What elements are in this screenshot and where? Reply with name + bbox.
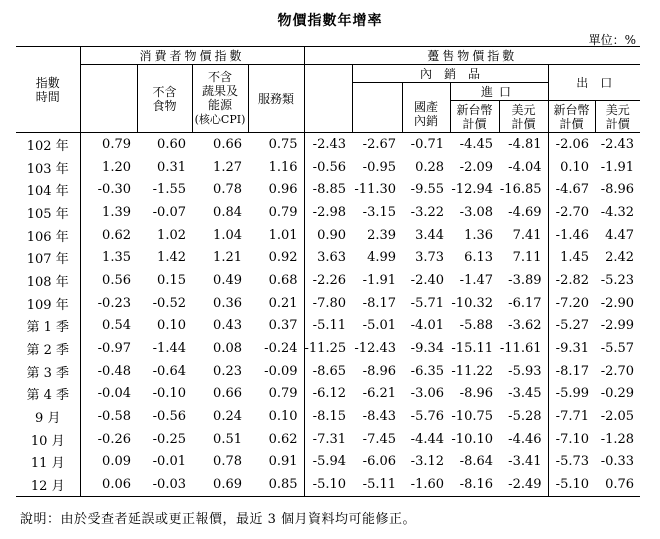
table-row bbox=[16, 315, 640, 338]
table-cell: -15.11 bbox=[451, 341, 494, 357]
table-cell: -4.01 bbox=[410, 318, 445, 334]
exports-usd-header: 美元 計價 bbox=[605, 102, 630, 131]
table-cell: 0.49 bbox=[213, 272, 242, 288]
table-cell: -1.46 bbox=[555, 227, 590, 243]
table-cell: 3.73 bbox=[415, 250, 445, 266]
table-cell: -0.10 bbox=[152, 386, 186, 402]
table-cell: -8.64 bbox=[459, 454, 494, 470]
table-cell: -4.81 bbox=[499, 133, 548, 156]
table-cell: 0.06 bbox=[80, 473, 137, 496]
row-label: 第 1 季 bbox=[16, 315, 80, 338]
table-row bbox=[16, 178, 640, 201]
table-cell: -6.06 bbox=[362, 454, 397, 470]
table-cell: -0.56 bbox=[152, 409, 186, 425]
table-row bbox=[16, 224, 640, 247]
table-cell: 0.10 bbox=[157, 318, 186, 334]
table-cell: 0.23 bbox=[213, 363, 242, 379]
table-row bbox=[16, 383, 640, 406]
table-cell: 0.56 bbox=[102, 272, 131, 288]
table-cell: 1.20 bbox=[102, 159, 131, 175]
table-cell: -1.60 bbox=[402, 473, 450, 496]
table-cell: -5.88 bbox=[459, 318, 494, 334]
table-cell: -12.94 bbox=[451, 182, 494, 198]
table-cell: 0.28 bbox=[415, 159, 445, 175]
table-cell: -8.43 bbox=[362, 409, 397, 425]
table-cell: -0.29 bbox=[600, 386, 635, 402]
domestic-sales-header: 內 銷 品 bbox=[352, 65, 548, 83]
table-cell: -5.27 bbox=[555, 318, 590, 334]
table-cell: -0.58 bbox=[97, 409, 131, 425]
table-cell: 0.96 bbox=[248, 178, 304, 201]
table-cell: -1.91 bbox=[600, 159, 635, 175]
table-cell: 0.66 bbox=[213, 386, 242, 402]
table-cell: -8.65 bbox=[304, 360, 352, 383]
table-cell: -2.49 bbox=[499, 473, 548, 496]
cpi-core-header: 不含 蔬果及 能源 (核心CPI) bbox=[192, 65, 248, 133]
table-cell: -5.76 bbox=[410, 409, 445, 425]
table-cell: -3.22 bbox=[410, 204, 445, 220]
row-label: 105 年 bbox=[16, 201, 80, 224]
table-cell: -6.12 bbox=[304, 383, 352, 406]
table-cell: -4.32 bbox=[600, 204, 635, 220]
table-cell: 0.66 bbox=[192, 133, 248, 156]
table-cell: -10.75 bbox=[451, 409, 494, 425]
table-row bbox=[16, 428, 640, 451]
row-label: 10 月 bbox=[16, 428, 80, 451]
wpi-group-header: 躉售物價指數 bbox=[304, 47, 640, 65]
table-cell: 0.31 bbox=[157, 159, 186, 175]
table-cell: 3.44 bbox=[415, 227, 445, 243]
table-cell: 1.04 bbox=[213, 227, 242, 243]
table-cell: 0.91 bbox=[248, 451, 304, 474]
table-row bbox=[16, 292, 640, 315]
table-body bbox=[16, 133, 640, 497]
table-row bbox=[16, 405, 640, 428]
table-cell: 0.62 bbox=[248, 428, 304, 451]
table-cell: 0.60 bbox=[137, 133, 192, 156]
table-cell: 2.39 bbox=[367, 227, 397, 243]
table-cell: 0.85 bbox=[248, 473, 304, 496]
table-cell: -2.05 bbox=[600, 409, 635, 425]
table-cell: 1.42 bbox=[157, 250, 186, 266]
page-title: 物價指數年增率 bbox=[277, 13, 383, 29]
table-cell: 0.37 bbox=[248, 315, 304, 338]
table-cell: -8.96 bbox=[600, 182, 635, 198]
table-cell: 1.02 bbox=[157, 227, 186, 243]
table-cell: -5.23 bbox=[600, 272, 635, 288]
imports-twd-header: 新台幣 計價 bbox=[450, 101, 499, 133]
table-cell: 0.69 bbox=[192, 473, 248, 496]
table-cell: -3.89 bbox=[499, 269, 548, 292]
table-cell: -5.28 bbox=[499, 405, 548, 428]
table-cell: -2.98 bbox=[304, 201, 352, 224]
table-cell: 1.39 bbox=[102, 204, 131, 220]
row-label-header: 指數 時間 bbox=[16, 47, 80, 133]
table-cell: -9.31 bbox=[555, 341, 590, 357]
table-row bbox=[16, 337, 640, 360]
table-cell: -0.03 bbox=[137, 473, 192, 496]
table-cell: -5.11 bbox=[304, 315, 352, 338]
table-cell: 0.10 bbox=[248, 405, 304, 428]
table-cell: -8.85 bbox=[304, 178, 352, 201]
table-cell: 4.99 bbox=[367, 250, 397, 266]
table-cell: -11.22 bbox=[451, 363, 494, 379]
table-cell: 1.01 bbox=[248, 224, 304, 247]
table-cell: 1.45 bbox=[560, 250, 590, 266]
table-cell: -0.30 bbox=[97, 182, 131, 198]
table-cell: -16.85 bbox=[499, 178, 548, 201]
table-cell: -8.15 bbox=[304, 405, 352, 428]
table-cell: -10.32 bbox=[451, 295, 494, 311]
table-cell: -7.71 bbox=[555, 409, 590, 425]
table-cell: 0.21 bbox=[248, 292, 304, 315]
cpi-excl-food-header: 不含 食物 bbox=[137, 65, 192, 133]
row-label: 第 4 季 bbox=[16, 383, 80, 406]
table-cell: 0.79 bbox=[248, 201, 304, 224]
row-label: 11 月 bbox=[16, 451, 80, 474]
table-cell: -7.45 bbox=[362, 431, 397, 447]
table-cell: 1.27 bbox=[213, 159, 242, 175]
table-cell: -3.62 bbox=[499, 315, 548, 338]
row-label: 第 3 季 bbox=[16, 360, 80, 383]
table-cell: -2.06 bbox=[548, 133, 595, 156]
table-cell: -8.17 bbox=[555, 363, 590, 379]
wpi-total-header bbox=[304, 65, 352, 133]
table-cell: 7.41 bbox=[499, 224, 548, 247]
table-cell: -8.17 bbox=[362, 295, 397, 311]
table-cell: 1.16 bbox=[248, 156, 304, 179]
exports-header: 出 口 bbox=[548, 65, 640, 101]
table-cell: -0.01 bbox=[152, 454, 186, 470]
table-cell: -0.04 bbox=[97, 386, 131, 402]
table-cell: -2.99 bbox=[600, 318, 635, 334]
table-cell: -0.25 bbox=[152, 431, 186, 447]
table-cell: -2.43 bbox=[595, 133, 640, 156]
table-cell: -11.61 bbox=[499, 337, 548, 360]
table-cell: -0.71 bbox=[402, 133, 450, 156]
table-cell: 0.36 bbox=[213, 295, 242, 311]
table-cell: -0.97 bbox=[97, 341, 131, 357]
table-cell: -2.70 bbox=[555, 204, 590, 220]
table-cell: 0.08 bbox=[213, 341, 242, 357]
table-cell: -2.26 bbox=[304, 269, 352, 292]
table-cell: -2.67 bbox=[352, 133, 402, 156]
table-cell: 0.78 bbox=[213, 454, 242, 470]
exports-twd-header: 新台幣 計價 bbox=[548, 101, 595, 133]
table-cell: -0.09 bbox=[248, 360, 304, 383]
footnote: 說明：由於受查者延誤或更正報價，最近 3 個月資料均可能修正。 bbox=[20, 512, 417, 527]
table-cell: 0.51 bbox=[213, 431, 242, 447]
table-row bbox=[16, 269, 640, 292]
table-cell: -7.20 bbox=[555, 295, 590, 311]
table-cell: -8.96 bbox=[362, 363, 397, 379]
unit-label: 單位：% bbox=[588, 33, 636, 47]
table-cell: -9.34 bbox=[410, 341, 445, 357]
table-cell: 0.84 bbox=[213, 204, 242, 220]
imports-header: 進口 bbox=[450, 83, 548, 101]
table-cell: -4.45 bbox=[450, 133, 499, 156]
table-cell: -0.26 bbox=[97, 431, 131, 447]
table-cell: 0.78 bbox=[213, 182, 242, 198]
table-cell: -2.70 bbox=[600, 363, 635, 379]
table-cell: -0.33 bbox=[600, 454, 635, 470]
table-row bbox=[16, 360, 640, 383]
table-cell: 0.62 bbox=[102, 227, 131, 243]
table-row bbox=[16, 201, 640, 224]
table-cell: -1.44 bbox=[152, 341, 186, 357]
row-label: 104 年 bbox=[16, 178, 80, 201]
table-cell: -12.43 bbox=[354, 341, 397, 357]
table-cell: 1.21 bbox=[213, 250, 242, 266]
table-cell: -5.94 bbox=[304, 451, 352, 474]
row-label: 106 年 bbox=[16, 224, 80, 247]
table-cell: -3.41 bbox=[499, 451, 548, 474]
price-index-table bbox=[16, 46, 640, 497]
table-cell: -2.90 bbox=[600, 295, 635, 311]
table-cell: -5.71 bbox=[410, 295, 445, 311]
table-cell: -0.56 bbox=[304, 156, 352, 179]
table-cell: -11.25 bbox=[304, 337, 352, 360]
table-cell: -4.04 bbox=[499, 156, 548, 179]
table-cell: -7.80 bbox=[304, 292, 352, 315]
table-cell: -11.30 bbox=[354, 182, 397, 198]
table-cell: -2.09 bbox=[459, 159, 494, 175]
table-cell: -1.47 bbox=[459, 272, 494, 288]
table-cell: 0.79 bbox=[80, 133, 137, 156]
table-cell: -4.69 bbox=[499, 201, 548, 224]
table-cell: 0.76 bbox=[595, 473, 640, 496]
table-cell: -5.99 bbox=[555, 386, 590, 402]
table-cell: -0.24 bbox=[248, 337, 304, 360]
table-cell: -6.21 bbox=[362, 386, 397, 402]
table-cell: -7.10 bbox=[555, 431, 590, 447]
row-label: 第 2 季 bbox=[16, 337, 80, 360]
table-cell: -5.10 bbox=[304, 473, 352, 496]
table-cell: -2.82 bbox=[555, 272, 590, 288]
table-cell: -1.55 bbox=[152, 182, 186, 198]
table-cell: -0.07 bbox=[152, 204, 186, 220]
table-cell: 0.43 bbox=[213, 318, 242, 334]
table-cell: -9.55 bbox=[410, 182, 445, 198]
table-cell: -3.12 bbox=[410, 454, 445, 470]
table-cell: -0.52 bbox=[152, 295, 186, 311]
table-cell: -5.11 bbox=[352, 473, 402, 496]
table-cell: -5.57 bbox=[600, 341, 635, 357]
table-cell: 7.11 bbox=[499, 246, 548, 269]
table-cell: -3.08 bbox=[459, 204, 494, 220]
table-cell: 0.92 bbox=[248, 246, 304, 269]
table-cell: -4.44 bbox=[410, 431, 445, 447]
imports-usd-header: 美元 計價 bbox=[499, 101, 548, 133]
table-cell: 0.15 bbox=[157, 272, 186, 288]
table-row bbox=[16, 246, 640, 269]
table-cell: 0.54 bbox=[102, 318, 131, 334]
table-cell: -3.06 bbox=[410, 386, 445, 402]
row-label: 108 年 bbox=[16, 269, 80, 292]
table-cell: -4.67 bbox=[555, 182, 590, 198]
table-cell: -2.43 bbox=[304, 133, 352, 156]
table-cell: -1.28 bbox=[600, 431, 635, 447]
table-row bbox=[16, 156, 640, 179]
table-cell: 4.47 bbox=[605, 227, 635, 243]
table-row bbox=[16, 133, 640, 156]
table-cell: 3.63 bbox=[304, 246, 352, 269]
table-cell: 0.10 bbox=[560, 159, 590, 175]
table-cell: -0.64 bbox=[152, 363, 186, 379]
row-label: 102 年 bbox=[16, 133, 80, 156]
domestic-total-header bbox=[352, 83, 402, 133]
table-cell: -6.17 bbox=[499, 292, 548, 315]
domestic-produced-header: 國產 內銷 bbox=[402, 83, 450, 133]
table-cell: -1.91 bbox=[362, 272, 397, 288]
row-label: 109 年 bbox=[16, 292, 80, 315]
table-cell: -0.23 bbox=[97, 295, 131, 311]
table-cell: 1.35 bbox=[102, 250, 131, 266]
table-cell: -5.01 bbox=[362, 318, 397, 334]
table-cell: -8.96 bbox=[459, 386, 494, 402]
table-cell: 0.09 bbox=[102, 454, 131, 470]
table-cell: -5.10 bbox=[548, 473, 595, 496]
table-cell: 6.13 bbox=[464, 250, 494, 266]
table-cell: 1.36 bbox=[464, 227, 494, 243]
table-cell: -5.93 bbox=[499, 360, 548, 383]
cpi-group-header: 消費者物價指數 bbox=[80, 47, 304, 65]
table-cell: -3.45 bbox=[499, 383, 548, 406]
table-cell: -4.46 bbox=[499, 428, 548, 451]
table-row bbox=[16, 451, 640, 474]
table-cell: 0.90 bbox=[304, 224, 352, 247]
table-cell: -6.35 bbox=[410, 363, 445, 379]
table-cell: -7.31 bbox=[304, 428, 352, 451]
table-cell: 0.68 bbox=[248, 269, 304, 292]
row-label: 9 月 bbox=[16, 405, 80, 428]
table-cell: 0.75 bbox=[248, 133, 304, 156]
table-cell: -5.73 bbox=[555, 454, 590, 470]
table-cell: -0.95 bbox=[362, 159, 397, 175]
table-cell: -2.40 bbox=[410, 272, 445, 288]
table-cell: -10.10 bbox=[451, 431, 494, 447]
table-cell: -8.16 bbox=[450, 473, 499, 496]
table-row bbox=[16, 473, 640, 496]
table-cell: 2.42 bbox=[605, 250, 635, 266]
row-label: 12 月 bbox=[16, 473, 80, 496]
row-label: 107 年 bbox=[16, 246, 80, 269]
cpi-services-header: 服務類 bbox=[248, 65, 304, 133]
table-cell: 0.79 bbox=[248, 383, 304, 406]
table-cell: 0.24 bbox=[213, 409, 242, 425]
row-label: 103 年 bbox=[16, 156, 80, 179]
table-cell: -0.48 bbox=[97, 363, 131, 379]
cpi-total-header bbox=[80, 65, 137, 133]
table-cell: -3.15 bbox=[362, 204, 397, 220]
